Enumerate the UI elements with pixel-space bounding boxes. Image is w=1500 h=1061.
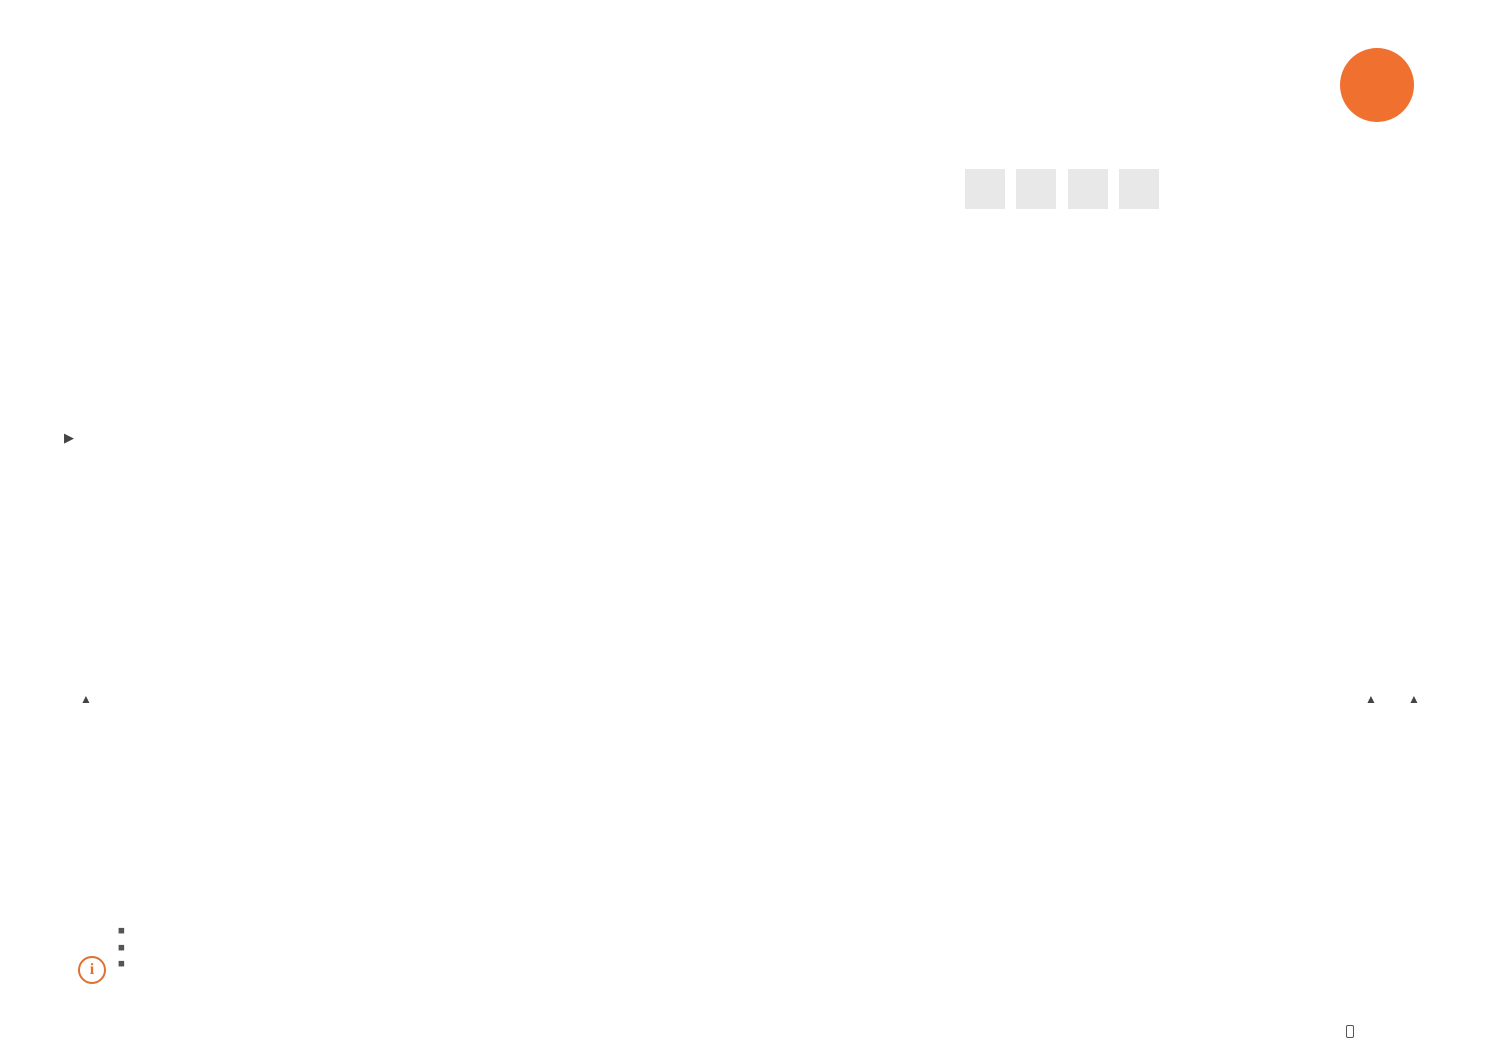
triangle-up-icon: ▲	[80, 692, 92, 706]
triangle-right-icon: ▶	[64, 430, 74, 445]
qr-code[interactable]	[1330, 924, 1424, 1018]
info-icon: i	[78, 956, 106, 984]
bullet-icon: ■	[118, 958, 125, 970]
footnotes	[118, 924, 458, 973]
fretboard	[0, 490, 1500, 680]
tuning-box	[1016, 169, 1056, 209]
musicianposter-logo	[1340, 48, 1414, 122]
triangle-up-icon: ▲	[1408, 692, 1420, 706]
tuning-box	[965, 169, 1005, 209]
tuning-box	[1068, 169, 1108, 209]
tuning-box	[1119, 169, 1159, 209]
triangle-up-icon: ▲	[1365, 692, 1377, 706]
phone-icon	[1346, 1025, 1354, 1038]
bullet-icon: ■	[118, 941, 125, 954]
frets-label	[64, 426, 74, 448]
bullet-icon: ■	[118, 925, 125, 937]
scan-me-label	[1346, 1025, 1354, 1039]
